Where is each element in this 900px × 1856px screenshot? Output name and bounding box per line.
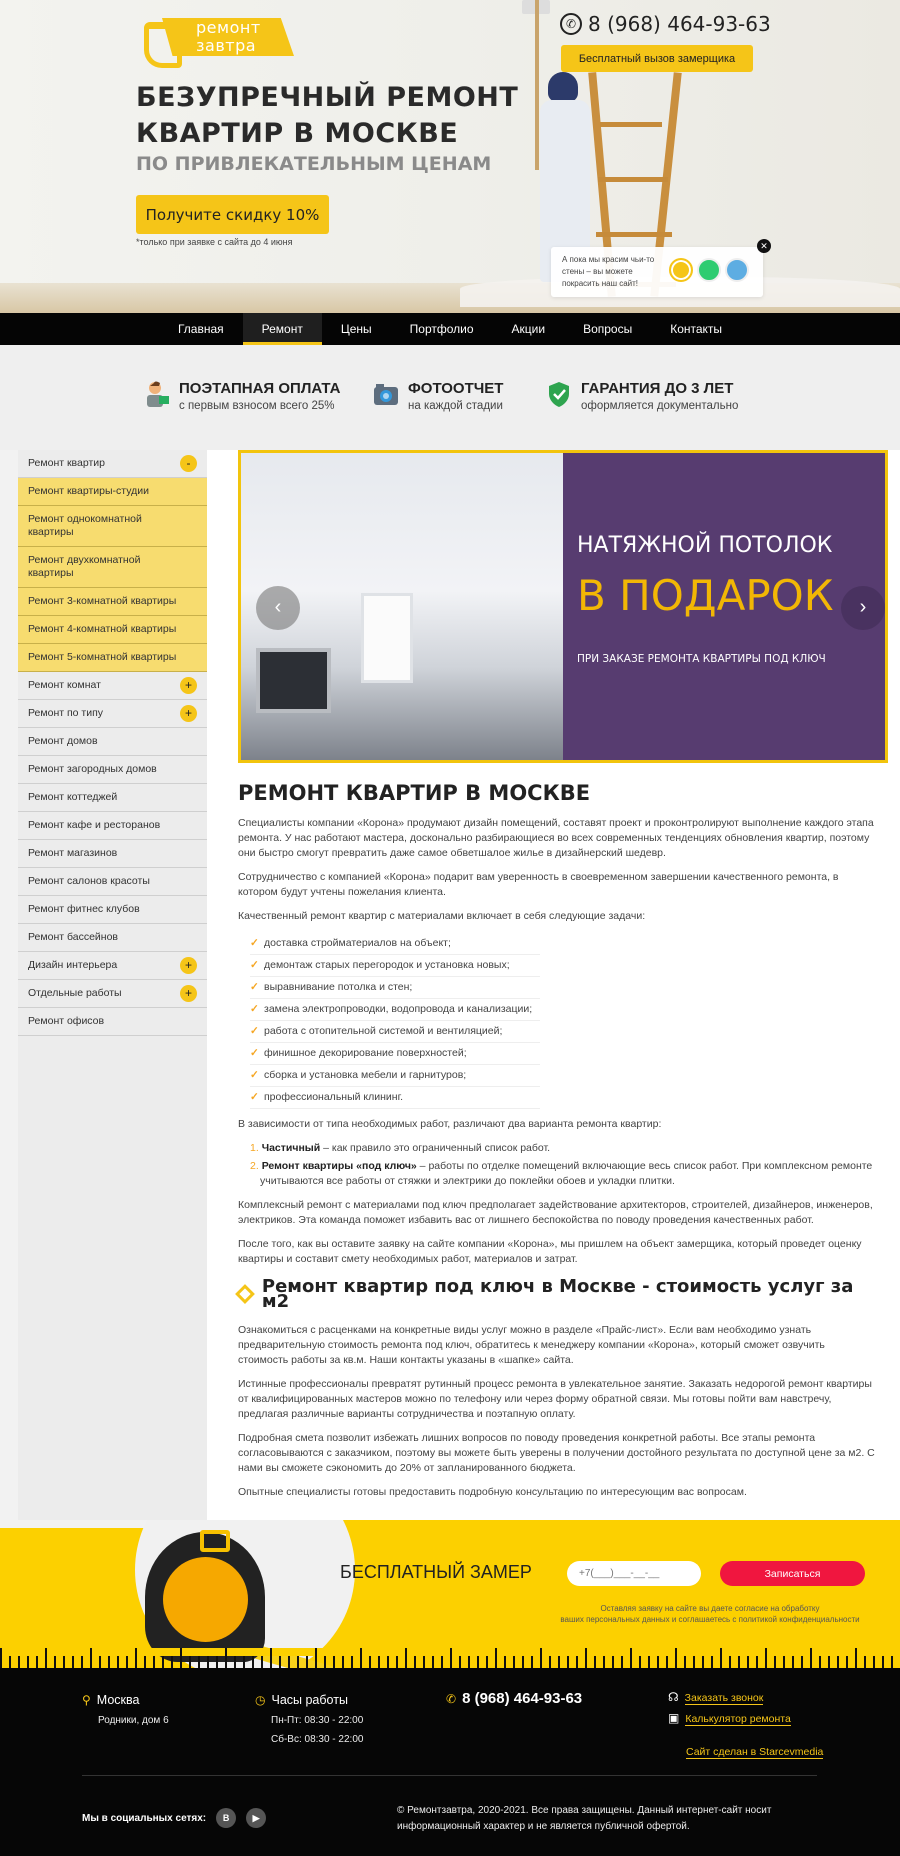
article-title: РЕМОНТ КВАРТИР В МОСКВЕ (238, 781, 591, 805)
businessman-icon (143, 380, 171, 408)
sidebar-item-country-houses[interactable] (18, 756, 207, 784)
sidebar-item-houses[interactable] (18, 728, 207, 756)
sidebar-item-studio[interactable] (18, 478, 207, 506)
footer-links (668, 1690, 823, 1759)
developer-link[interactable]: Сайт сделан в Starcevmedia (686, 1746, 824, 1758)
sidebar-item-1-room[interactable] (18, 506, 207, 547)
variant-number: 1. (250, 1142, 259, 1154)
hero-title (136, 80, 518, 152)
copyright-text: © Ремонтзавтра, 2020-2021. Все права защищены. Данный интернет-сайт носит информационный характер и не является публичной офертой. (397, 1805, 772, 1832)
sidebar-item-apartment-repair[interactable] (18, 450, 207, 478)
article-paragraph: Качественный ремонт квартир с материалами включает в себя следующие задачи: (238, 910, 646, 922)
consent-line1: Оставляя заявку на сайте вы даете согласие на обработку (600, 1604, 820, 1613)
checklist-item: ✓ финишное декорирование поверхностей; (250, 1043, 540, 1065)
hours-weekdays: Пн-Пт: 08:30 - 22:00 (271, 1715, 364, 1726)
free-measure-button[interactable]: Бесплатный вызов замерщика (561, 45, 753, 72)
logo-text-line2: завтра (196, 36, 257, 55)
discount-note: *только при заявке с сайта до 4 июня (136, 237, 293, 247)
variant-name: Ремонт квартиры «под ключ» (261, 1160, 417, 1172)
color-option-green[interactable] (697, 258, 721, 282)
features-strip (0, 345, 900, 450)
site-logo[interactable] (136, 14, 296, 70)
sidebar-menu (18, 450, 207, 1520)
promo-line3: ПРИ ЗАКАЗЕ РЕМОНТА КВАРТИРЫ ПОД КЛЮЧ (577, 653, 826, 665)
footer-phone[interactable] (446, 1690, 582, 1707)
slider-prev-icon[interactable]: ‹ (256, 586, 300, 630)
phone-input[interactable] (567, 1561, 701, 1586)
variant-item (250, 1159, 878, 1189)
color-option-blue[interactable] (725, 258, 749, 282)
checklist-item: ✓ демонтаж старых перегородок и установка новых; (250, 955, 540, 977)
consent-line2: ваших персональных данных и соглашаетесь с политикой конфиденциальности (560, 1615, 860, 1624)
sidebar-item-label: Ремонт салонов красоты (28, 875, 150, 887)
article-paragraph: Истинные профессионалы превратят рутинный процесс ремонта в увлекательное занятие. Заказать недорогой ремонт квартиры от квалифицированных мастеров можно по телефону или через форму обратной связи. Мы готовы пойти вам навстречу, предлагая различные варианты сотрудничества и поэтапную оплату. (238, 1378, 872, 1420)
sidebar-item-label: Отдельные работы (28, 987, 122, 999)
expand-icon[interactable]: + (180, 957, 197, 974)
sidebar-item-offices[interactable] (18, 1008, 207, 1036)
feature-title: ГАРАНТИЯ ДО 3 ЛЕТ (581, 380, 734, 397)
sidebar-item-label: Ремонт двухкомнатной квартиры (28, 554, 141, 579)
promo-line2: В ПОДАРОК (577, 571, 834, 620)
promo-slider (238, 450, 888, 763)
main-nav (0, 313, 900, 345)
sidebar-item-2-room[interactable] (18, 547, 207, 588)
repair-variants-list (250, 1141, 878, 1189)
article-paragraph: Комплексный ремонт с материалами под ключ предполагает задействование архитекторов, строителей, дизайнеров, инженеров, электриков. Эта команда поможет избавить вас от лишнего беспокойства по поводу проведения качественных работ. (238, 1199, 873, 1226)
feature-subtitle: с первым взносом всего 25% (179, 400, 335, 412)
free-measure-title: БЕСПЛАТНЫЙ ЗАМЕР (340, 1562, 532, 1582)
checklist-item: ✓ выравнивание потолка и стен; (250, 977, 540, 999)
camera-icon (372, 380, 400, 408)
sidebar-item-label: Ремонт загородных домов (28, 763, 157, 775)
nav-promotions[interactable]: Акции (511, 322, 546, 336)
close-icon[interactable]: ✕ (757, 239, 771, 253)
collapse-icon[interactable]: - (180, 455, 197, 472)
sidebar-item-label: Ремонт 3-комнатной квартиры (28, 595, 177, 607)
order-call-link[interactable]: Заказать звонок (684, 1692, 764, 1704)
sidebar-item-label: Ремонт фитнес клубов (28, 903, 140, 915)
hero-subtitle: ПО ПРИВЛЕКАТЕЛЬНЫМ ЦЕНАМ (136, 153, 492, 175)
sidebar-item-label: Ремонт кафе и ресторанов (28, 819, 161, 831)
microwave (256, 648, 331, 713)
footer-street: Родники, дом 6 (98, 1715, 169, 1726)
sidebar-item-pools[interactable] (18, 924, 207, 952)
hours-title: Часы работы (271, 1693, 348, 1707)
sidebar-item-3-room[interactable] (18, 588, 207, 616)
sidebar-item-label: Ремонт домов (28, 735, 98, 747)
discount-button[interactable]: Получите скидку 10% (136, 195, 329, 234)
article-paragraph: После того, как вы оставите заявку на сайте компании «Корона», мы пришлем на объект замерщика, который проведет оценку квартиры и составит смету необходимых работ, материалов и затрат. (238, 1238, 862, 1265)
youtube-icon[interactable]: ▶ (246, 1808, 266, 1828)
sidebar-item-by-type[interactable] (18, 700, 207, 728)
sidebar-item-beauty-salons[interactable] (18, 868, 207, 896)
article-paragraph: Специалисты компании «Корона» продумают дизайн помещений, составят проект и проконтролируют выполнение каждого этапа ремонта. У нас работают мастера, досконально разбирающиеся во всех современных тенденциях обновления квартир, поэтому они быстро смогут превратить даже самое обветшалое жилье в дизайнерский шедевр. (238, 817, 874, 859)
footer (0, 1668, 900, 1856)
expand-icon[interactable]: + (180, 985, 197, 1002)
tape-measure-image (145, 1532, 265, 1662)
feature-title: ФОТООТЧЕТ (408, 380, 504, 397)
pricing-heading (238, 1276, 878, 1312)
ruler-decoration (0, 1648, 900, 1668)
logo-text-line1: ремонт (196, 18, 261, 37)
slider-next-icon[interactable]: › (841, 586, 885, 630)
shield-check-icon (545, 380, 573, 408)
consent-text (550, 1603, 870, 1625)
sidebar-item-cottages[interactable] (18, 784, 207, 812)
expand-icon[interactable]: + (180, 677, 197, 694)
nav-faq[interactable]: Вопросы (583, 322, 633, 336)
article-paragraph: Опытные специалисты готовы предоставить подробную консультацию по интересующим вас вопросам. (238, 1486, 747, 1498)
feature-subtitle: оформляется документально (581, 400, 739, 412)
sidebar-item-interior-design[interactable] (18, 952, 207, 980)
feature-subtitle: на каждой стадии (408, 400, 503, 412)
variant-name: Частичный (261, 1142, 321, 1154)
roller-pole-image (535, 0, 539, 170)
hero-title-line1: БЕЗУПРЕЧНЫЙ РЕМОНТ (136, 82, 519, 113)
variant-text: – работы по отделке помещений включающие весь список работ. При комплексном ремонте учитываются все работы от стяжки и электрики до поклейки обоев и укладки плитки. (260, 1160, 873, 1187)
location-pin-icon: ⚲ (82, 1693, 91, 1707)
sidebar-item-shops[interactable] (18, 840, 207, 868)
checklist-item: ✓ работа с отопительной системой и вентиляцией; (250, 1021, 540, 1043)
footer-divider (82, 1775, 817, 1776)
sidebar-item-4-room[interactable] (18, 616, 207, 644)
nav-home[interactable]: Главная (177, 322, 224, 336)
checklist-item: ✓ сборка и установка мебели и гарнитуров; (250, 1065, 540, 1087)
sidebar-item-label: Ремонт по типу (28, 707, 104, 719)
footer-phone-number: 8 (968) 464-93-63 (462, 1690, 583, 1707)
checklist-item: ✓ доставка стройматериалов на объект; (250, 933, 540, 955)
checklist-item: ✓ профессиональный клининг. (250, 1087, 540, 1109)
feature-warranty (545, 380, 738, 412)
sidebar-item-fitness[interactable] (18, 896, 207, 924)
hero-title-line2: КВАРТИР В МОСКВЕ (136, 118, 459, 149)
nav-contacts[interactable]: Контакты (670, 322, 723, 336)
feature-staged-payment (143, 380, 340, 412)
sidebar-item-label: Ремонт квартир (28, 457, 105, 469)
tasks-checklist (250, 933, 540, 1109)
footer-address (82, 1693, 169, 1726)
social-links (82, 1808, 266, 1828)
sidebar-item-label: Ремонт комнат (28, 679, 101, 691)
headset-icon: ☊ (668, 1690, 679, 1704)
footer-city: Москва (96, 1693, 140, 1707)
hours-weekend: Сб-Вс: 08:30 - 22:00 (271, 1734, 364, 1745)
sidebar-item-cafes[interactable] (18, 812, 207, 840)
vk-icon[interactable]: В (216, 1808, 236, 1828)
phone-icon: ✆ (560, 13, 582, 35)
article-paragraph: Сотрудничество с компанией «Корона» подарит вам уверенность в своевременном завершении качественного ремонта, в котором будут учтены пожелания клиента. (238, 871, 839, 898)
sidebar-item-5-room[interactable] (18, 644, 207, 672)
variant-text: – как правило это ограниченный список работ. (320, 1142, 551, 1154)
sidebar-item-label: Ремонт 4-комнатной квартиры (28, 623, 177, 635)
header-phone-number: 8 (968) 464-93-63 (588, 12, 771, 36)
pricing-heading-text: Ремонт квартир под ключ в Москве - стоимость услуг за м2 (261, 1276, 854, 1312)
promo-line1: НАТЯЖНОЙ ПОТОЛОК (577, 533, 833, 558)
sidebar-item-label: Ремонт квартиры-студии (28, 485, 149, 497)
signup-button[interactable]: Записаться (720, 1561, 865, 1586)
header-phone[interactable] (560, 12, 771, 36)
variant-item (250, 1141, 878, 1156)
social-label: Мы в социальных сетях: (82, 1812, 207, 1824)
color-option-yellow[interactable] (669, 258, 693, 282)
footer-hours (255, 1693, 363, 1745)
color-theme-popup (551, 241, 768, 297)
sidebar-item-label: Ремонт магазинов (28, 847, 118, 859)
sidebar-item-rooms[interactable] (18, 672, 207, 700)
calculator-link[interactable]: Калькулятор ремонта (685, 1713, 791, 1725)
article (238, 780, 878, 1509)
sidebar-item-label: Ремонт коттеджей (28, 791, 118, 803)
nav-portfolio[interactable]: Портфолио (409, 322, 474, 336)
variant-number: 2. (250, 1160, 259, 1172)
sidebar-item-label: Ремонт бассейнов (28, 931, 118, 943)
article-paragraph: Подробная смета позволит избежать лишних вопросов по поводу проведения конкретной работы. Все этапы ремонта согласовываются с заказчиком, поэтому вы можете быть уверены в получении достойного результата по доступной цене за м2. С нами вы сможете сэкономить до 20% от запланированного бюджета. (238, 1432, 875, 1474)
hero-section (0, 0, 900, 313)
color-popup-text: А пока мы красим чьи-то стены – вы можете покрасить наш сайт! (562, 255, 655, 288)
roller-logo-icon (144, 22, 182, 68)
checklist-item: ✓ замена электропроводки, водопровода и канализации; (250, 999, 540, 1021)
sidebar-item-label: Ремонт офисов (28, 1015, 105, 1027)
clock-icon: ◷ (255, 1693, 266, 1707)
feature-photo-report (372, 380, 503, 412)
sidebar-item-separate-works[interactable] (18, 980, 207, 1008)
kitchen-window (361, 593, 413, 683)
phone-icon: ✆ (446, 1692, 457, 1706)
main-content (207, 450, 900, 1520)
sidebar-item-label: Дизайн интерьера (28, 959, 118, 971)
expand-icon[interactable]: + (180, 705, 197, 722)
article-paragraph: Ознакомиться с расценками на конкретные виды услуг можно в разделе «Прайс-лист». Если вам необходимо узнать предварительную стоимость ремонта под ключ, обратитесь к менеджеру компании «Корона», который сможет озвучить стоимость работы за кв.м. Наши контакты указаны в «шапке» сайта. (238, 1324, 825, 1366)
sidebar-item-label: Ремонт 5-комнатной квартиры (28, 651, 177, 663)
nav-prices[interactable]: Цены (340, 322, 372, 336)
sidebar-item-label: Ремонт однокомнатной квартиры (28, 513, 142, 538)
feature-title: ПОЭТАПНАЯ ОПЛАТА (179, 380, 341, 397)
free-measure-section (0, 1520, 900, 1668)
calculator-icon: ▣ (668, 1711, 680, 1725)
article-paragraph: В зависимости от типа необходимых работ, различают два варианта ремонта квартир: (238, 1118, 662, 1130)
nav-repair[interactable]: Ремонт (243, 313, 322, 345)
diamond-icon (235, 1284, 255, 1304)
